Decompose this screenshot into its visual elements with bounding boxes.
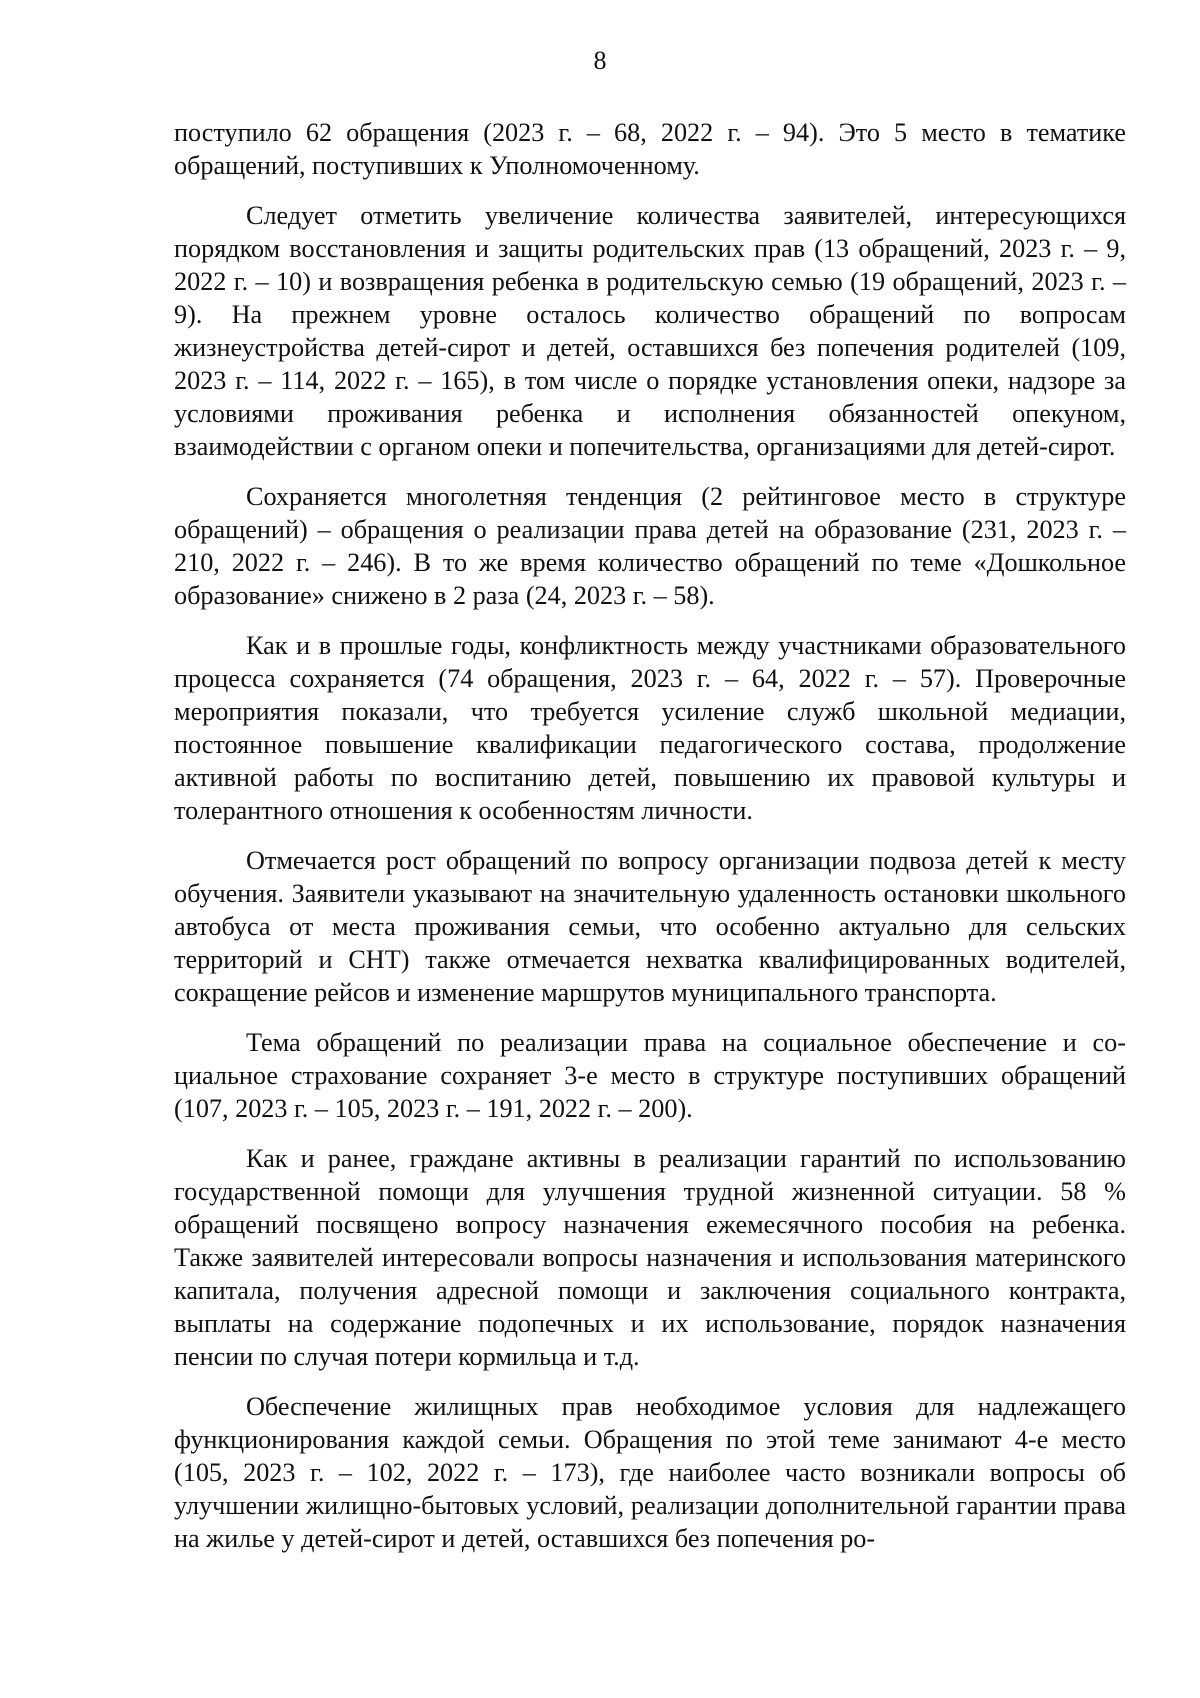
paragraph-1: поступило 62 обращения (2023 г. – 68, 2022 г. – 94). Это 5 место в тематике обращений, поступивших к Уполномоченному. [174,118,1126,180]
page-number: 8 [593,46,607,75]
paragraph-8: Обеспечение жилищных прав необходимое условия для надлежащего функционирования каждой семьи. Обращения по этой теме занимают 4-е место (105, 2023 г. – 102, 2022 г. – 173), где наиболее часто возникали вопросы об улучшении жилищно-бытовых условий, реализации дополнительной гарантии права на жилье у детей-сирот и детей, оставшихся без попечения ро- [174,1392,1126,1553]
paragraph-6: Тема обращений по реализации права на социальное обеспечение и социальное страхование сохраняет 3-е место в структуре поступивших обращений (107, 2023 г. – 105, 2023 г. – 191, 2022 г. – 200). [174,1028,1126,1123]
paragraph-5: Отмечается рост обращений по вопросу организации подвоза детей к месту обучения. Заявители указывают на значительную удаленность остановки школьного автобуса от места проживания семьи, что особенно актуально для сельских территорий и СНТ) также отмечается нехватка квалифицированных водителей, сокращение рейсов и изменение маршрутов муниципального транспорта. [174,846,1126,1007]
paragraph-7: Как и ранее, граждане активны в реализации гарантий по использованию государственной помощи для улучшения трудной жизненной ситуации. 58 % обращений посвящено вопросу назначения ежемесячного пособия на ребенка. Также заявителей интересовали вопросы назначения и использования материнского капитала, получения адресной помощи и заключения социального контракта, выплаты на содержание подопечных и их использование, порядок назначения пенсии по случая потери кормильца и т.д. [174,1144,1126,1371]
paragraph-4: Как и в прошлые годы, конфликтность между участниками образовательного процесса сохраняется (74 обращения, 2023 г. – 64, 2022 г. – 57). Проверочные мероприятия показали, что требуется усиление служб школьной медиации, постоянное повышение квалификации педагогического состава, продолжение активной работы по воспитанию детей, повышению их правовой культуры и толерантного отношения к особенностям личности. [174,631,1126,825]
paragraph-2: Следует отметить увеличение количества заявителей, интересующихся порядком восстановления и защиты родительских прав (13 обращений, 2023 г. – 9, 2022 г. – 10) и возвращения ребенка в родительскую семью (19 обращений, 2023 г. – 9). На прежнем уровне осталось количество обращений по вопросам жизнеустройства детей-сирот и детей, оставшихся без попечения родителей (109, 2023 г. – 114, 2022 г. – 165), в том числе о порядке установления опеки, надзоре за условиями проживания ребенка и исполнения обязанностей опекуном, взаимодействии с органом опеки и попечительства, организациями для детей-сирот. [174,201,1126,461]
document-body [174,116,1126,1572]
paragraph-3: Сохраняется многолетняя тенденция (2 рейтинговое место в структуре обращений) – обращения о реализации права детей на образование (231, 2023 г. – 210, 2022 г. – 246). В то же время количество обращений по теме «Дошкольное образование» снижено в 2 раза (24, 2023 г. – 58). [174,482,1126,610]
